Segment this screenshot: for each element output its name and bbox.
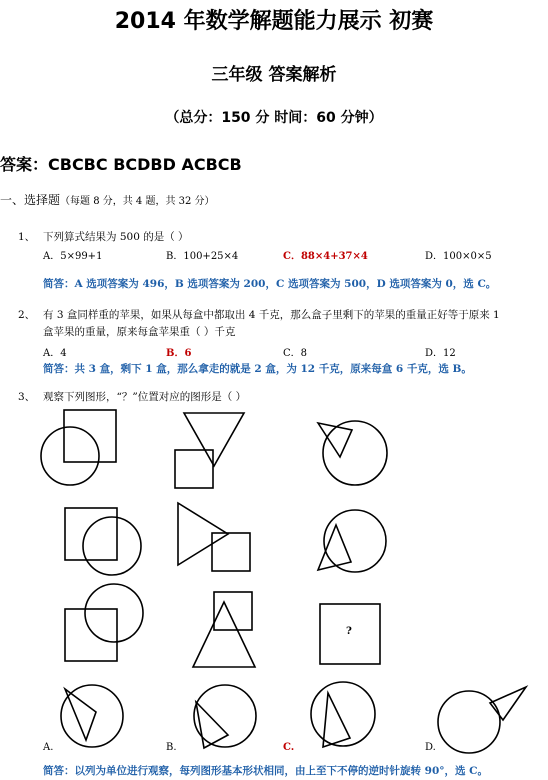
q2-option-c: C．8 [283,348,308,359]
q2-option-a: A．4 [43,348,67,359]
section-title: 一、选择题 [0,193,61,207]
q3-option-b-label: B. [166,742,177,753]
fig-r3c2-square-triangle [193,592,255,667]
q3-solution: 简答：以列为单位进行观察，每列图形基本形状相同，由上至下不停的逆时针旋转 90°，选 C。 [43,765,489,777]
option-d-figure [438,687,526,753]
q3-option-c-label: C. [283,742,295,753]
q1-option-a: A．5×99+1 [43,251,103,262]
q2-stem-line1: 有 3 盒同样重的苹果，如果从每盒中都取出 4 千克，那么盒子里剩下的苹果的重量正好等于原来 1 [43,309,500,321]
q1-number: 1、 [18,231,36,243]
q2-option-d: D．12 [425,348,456,359]
q1-stem: 下列算式结果为 500 的是（ ） [43,231,189,243]
q1-option-c: C．88×4+37×4 [283,251,368,262]
q3-option-d-label: D. [425,742,436,753]
exam-meta: （总分：150 分 时间：60 分钟） [165,110,383,126]
option-b-figure [194,685,256,748]
q3-stem: 观察下列图形，“？”位置对应的图形是（ ） [43,391,247,403]
q1-option-b: B．100+25×4 [166,251,239,262]
q3-option-a-label: A. [43,742,54,753]
q3-number: 3、 [18,391,36,403]
fig-r1c3-circle-triangle [318,421,387,485]
fig-r3c1-circle-square [65,584,143,661]
section-note: （每题 8 分，共 4 题，共 32 分） [60,196,215,207]
q2-option-b: B．6 [166,348,192,359]
q2-stem-line2: 盒苹果的重量，原来每盒苹果重（ ）千克 [43,326,236,338]
answer-key: 答案：CBCBC BCDBD ACBCB [0,155,242,174]
fig-r1c2-triangle-square [175,413,244,488]
fig-r2c2-triangle-square [178,503,250,571]
page-title: 2014 年数学解题能力展示 初赛 [114,9,434,34]
q2-number: 2、 [18,309,36,321]
fig-r2c3-circle-triangle [318,510,386,572]
option-c-figure [311,682,375,747]
option-a-figure [61,685,123,747]
question-mark: ? [346,626,352,637]
page-subtitle: 三年级 答案解析 [211,65,337,85]
q2-solution: 简答：共 3 盒，剩下 1 盒，那么拿走的就是 2 盒，为 12 千克，原来每盒 6 千克，选 B。 [43,363,472,375]
fig-r2c1-square-circle [65,508,141,575]
fig-r1c1-circle-square [41,410,116,485]
q1-solution: 简答：A 选项答案为 496，B 选项答案为 200，C 选项答案为 500，D 选项答案为 0，选 C。 [43,278,497,290]
q1-option-d: D．100×0×5 [425,251,492,262]
